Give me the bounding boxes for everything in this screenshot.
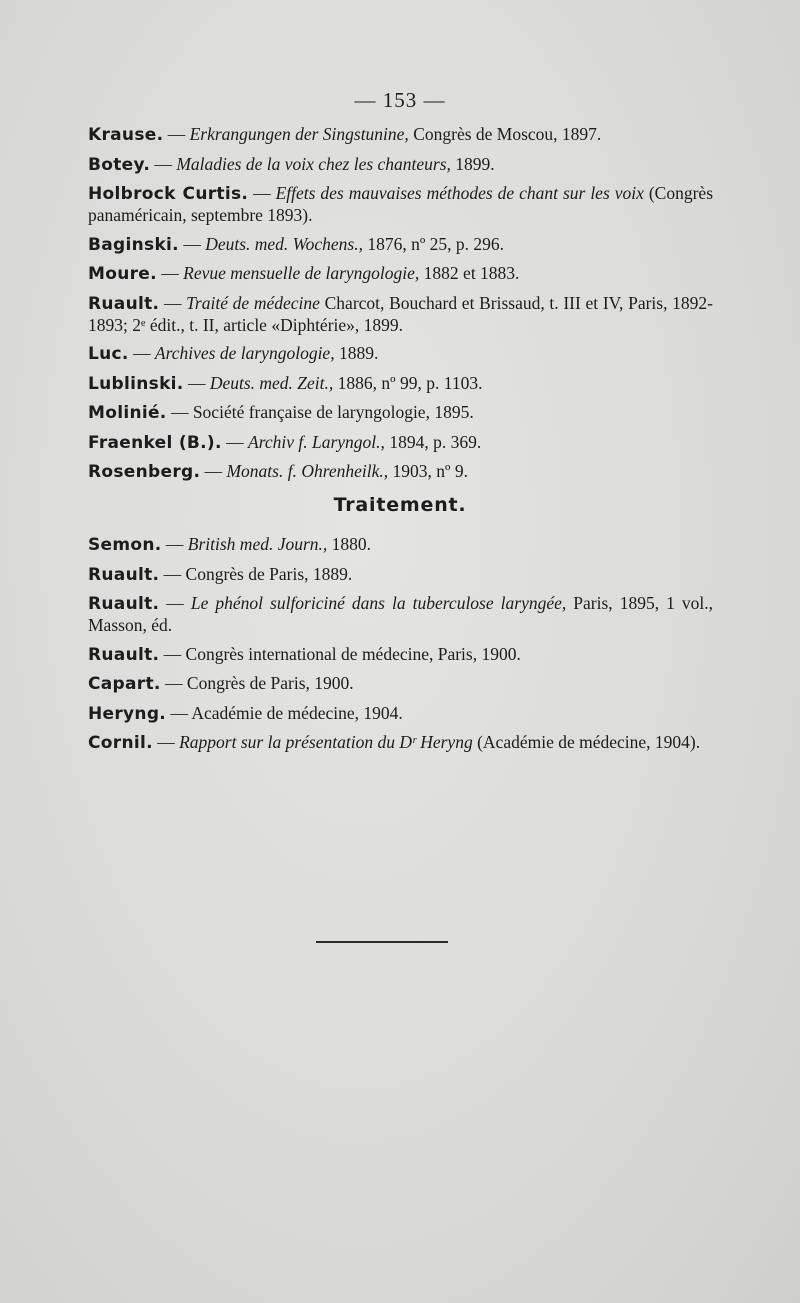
entry-title: Archives de laryngologie, xyxy=(154,343,335,363)
entry-details: 1894, p. 369. xyxy=(384,431,482,452)
entry-author: Fraenkel (B.). xyxy=(88,432,222,453)
bibliography-entry xyxy=(88,263,713,285)
entry-author: Capart. xyxy=(88,674,161,694)
entry-author: Ruault. xyxy=(88,564,160,585)
bibliography-entry xyxy=(88,124,713,146)
entry-author: Luc. xyxy=(88,344,129,364)
entry-author: Lublinski. xyxy=(88,373,184,394)
entry-separator: — xyxy=(128,343,155,363)
entry-separator: — xyxy=(152,732,180,752)
entry-separator: — xyxy=(221,431,249,452)
entry-author: Moure. xyxy=(88,264,157,284)
entry-separator: — xyxy=(161,534,188,554)
bibliography-entry xyxy=(88,234,713,256)
bibliography-entry xyxy=(88,703,713,725)
entry-details: Congrès de Moscou, 1897. xyxy=(408,124,602,144)
bibliography-entry xyxy=(88,593,713,636)
bibliography-entry xyxy=(88,373,713,395)
bibliography-entry xyxy=(88,461,713,483)
entry-details: 1882 et 1883. xyxy=(419,263,520,283)
entry-title: Rapport sur la présentation du Dʳ Heryng xyxy=(179,732,473,752)
entry-author: Baginski. xyxy=(88,234,179,255)
entry-details: Charcot, Bouchard et Brissaud, t. III et IV, Paris, 1892-1893; 2ᵉ édit., t. II, article «Diphtérie», 1899. xyxy=(88,292,713,335)
entry-author: Botey. xyxy=(88,154,151,175)
entry-separator: — xyxy=(156,263,184,283)
entry-details: (Académie de médecine, 1904). xyxy=(472,732,701,752)
entry-details: (Congrès panaméricain, septembre 1893). xyxy=(88,183,713,225)
end-rule xyxy=(316,941,448,943)
entry-title: British med. Journ., xyxy=(187,534,328,554)
entry-details: Paris, 1895, 1 vol., Masson, éd. xyxy=(88,593,713,635)
bibliography-entry xyxy=(88,402,713,424)
entry-title: Monats. f. Ohrenheilk., xyxy=(226,461,389,481)
bibliography-entry xyxy=(88,534,713,556)
bibliography-entry xyxy=(88,732,713,754)
entry-author: Molinié. xyxy=(88,403,167,423)
entry-separator: — xyxy=(178,233,206,254)
entry-separator: — xyxy=(160,673,187,693)
entry-details: 1886, nº 99, p. 1103. xyxy=(333,372,483,393)
entry-title: Deuts. med. Zeit., xyxy=(209,372,334,393)
entry-separator: — xyxy=(159,563,186,584)
entry-title: Le phénol sulforiciné dans la tuberculose laryngée, xyxy=(190,593,567,613)
bibliography-entry xyxy=(88,154,713,176)
entry-author: Heryng. xyxy=(88,703,167,724)
entry-separator: — xyxy=(159,292,187,313)
entry-separator: — xyxy=(248,183,276,203)
entry-separator: — xyxy=(150,153,177,174)
entry-title: Effets des mauvaises méthodes de chant sur les voix xyxy=(275,183,644,203)
entry-title: Traité de médecine xyxy=(186,292,320,313)
entry-details: Société française de laryngologie, 1895. xyxy=(192,402,474,422)
bibliography-entry xyxy=(88,293,713,336)
entry-separator: — xyxy=(163,124,190,144)
entry-title: Deuts. med. Wochens., xyxy=(205,233,363,254)
entry-separator: — xyxy=(183,372,210,393)
bibliography-entry xyxy=(88,564,713,586)
entry-author: Semon. xyxy=(88,535,162,555)
bibliography-entry xyxy=(88,673,713,695)
entry-title: Maladies de la voix chez les chanteurs, xyxy=(176,153,451,174)
entry-details: 1876, nº 25, p. 296. xyxy=(363,233,505,254)
entry-title: Revue mensuelle de laryngologie, xyxy=(183,263,420,283)
entry-details: Congrès de Paris, 1889. xyxy=(185,563,353,584)
entry-separator: — xyxy=(166,702,192,723)
entry-author: Ruault. xyxy=(88,644,160,665)
section-heading: Traitement. xyxy=(333,494,467,516)
treatment-list xyxy=(88,534,713,762)
entry-separator: — xyxy=(159,593,191,613)
entry-author: Krause. xyxy=(88,125,164,145)
entry-details: 1889. xyxy=(334,343,379,363)
entry-separator: — xyxy=(159,643,186,664)
entry-details: Congrès de Paris, 1900. xyxy=(186,673,354,693)
entry-author: Rosenberg. xyxy=(88,462,201,482)
entry-author: Holbrock Curtis. xyxy=(88,184,249,204)
page-number: — 153 — xyxy=(354,88,446,112)
entry-details: 1903, nº 9. xyxy=(388,461,468,481)
bibliography-entry xyxy=(88,183,713,226)
bibliography-entry xyxy=(88,644,713,666)
bibliography-entry xyxy=(88,432,713,454)
entry-author: Ruault. xyxy=(88,594,160,614)
entry-author: Cornil. xyxy=(88,733,153,753)
entry-details: Congrès international de médecine, Paris, 1900. xyxy=(185,643,521,664)
entry-separator: — xyxy=(200,461,227,481)
entry-title: Archiv f. Laryngol., xyxy=(248,431,385,452)
entry-details: Académie de médecine, 1904. xyxy=(191,702,403,723)
entry-author: Ruault. xyxy=(88,293,160,314)
entry-separator: — xyxy=(166,402,193,422)
entry-details: 1899. xyxy=(450,153,495,174)
entry-title: Erkrangungen der Singstunine, xyxy=(189,124,409,144)
bibliography-entry xyxy=(88,343,713,365)
bibliography-list xyxy=(88,124,713,491)
entry-details: 1880. xyxy=(327,534,372,554)
